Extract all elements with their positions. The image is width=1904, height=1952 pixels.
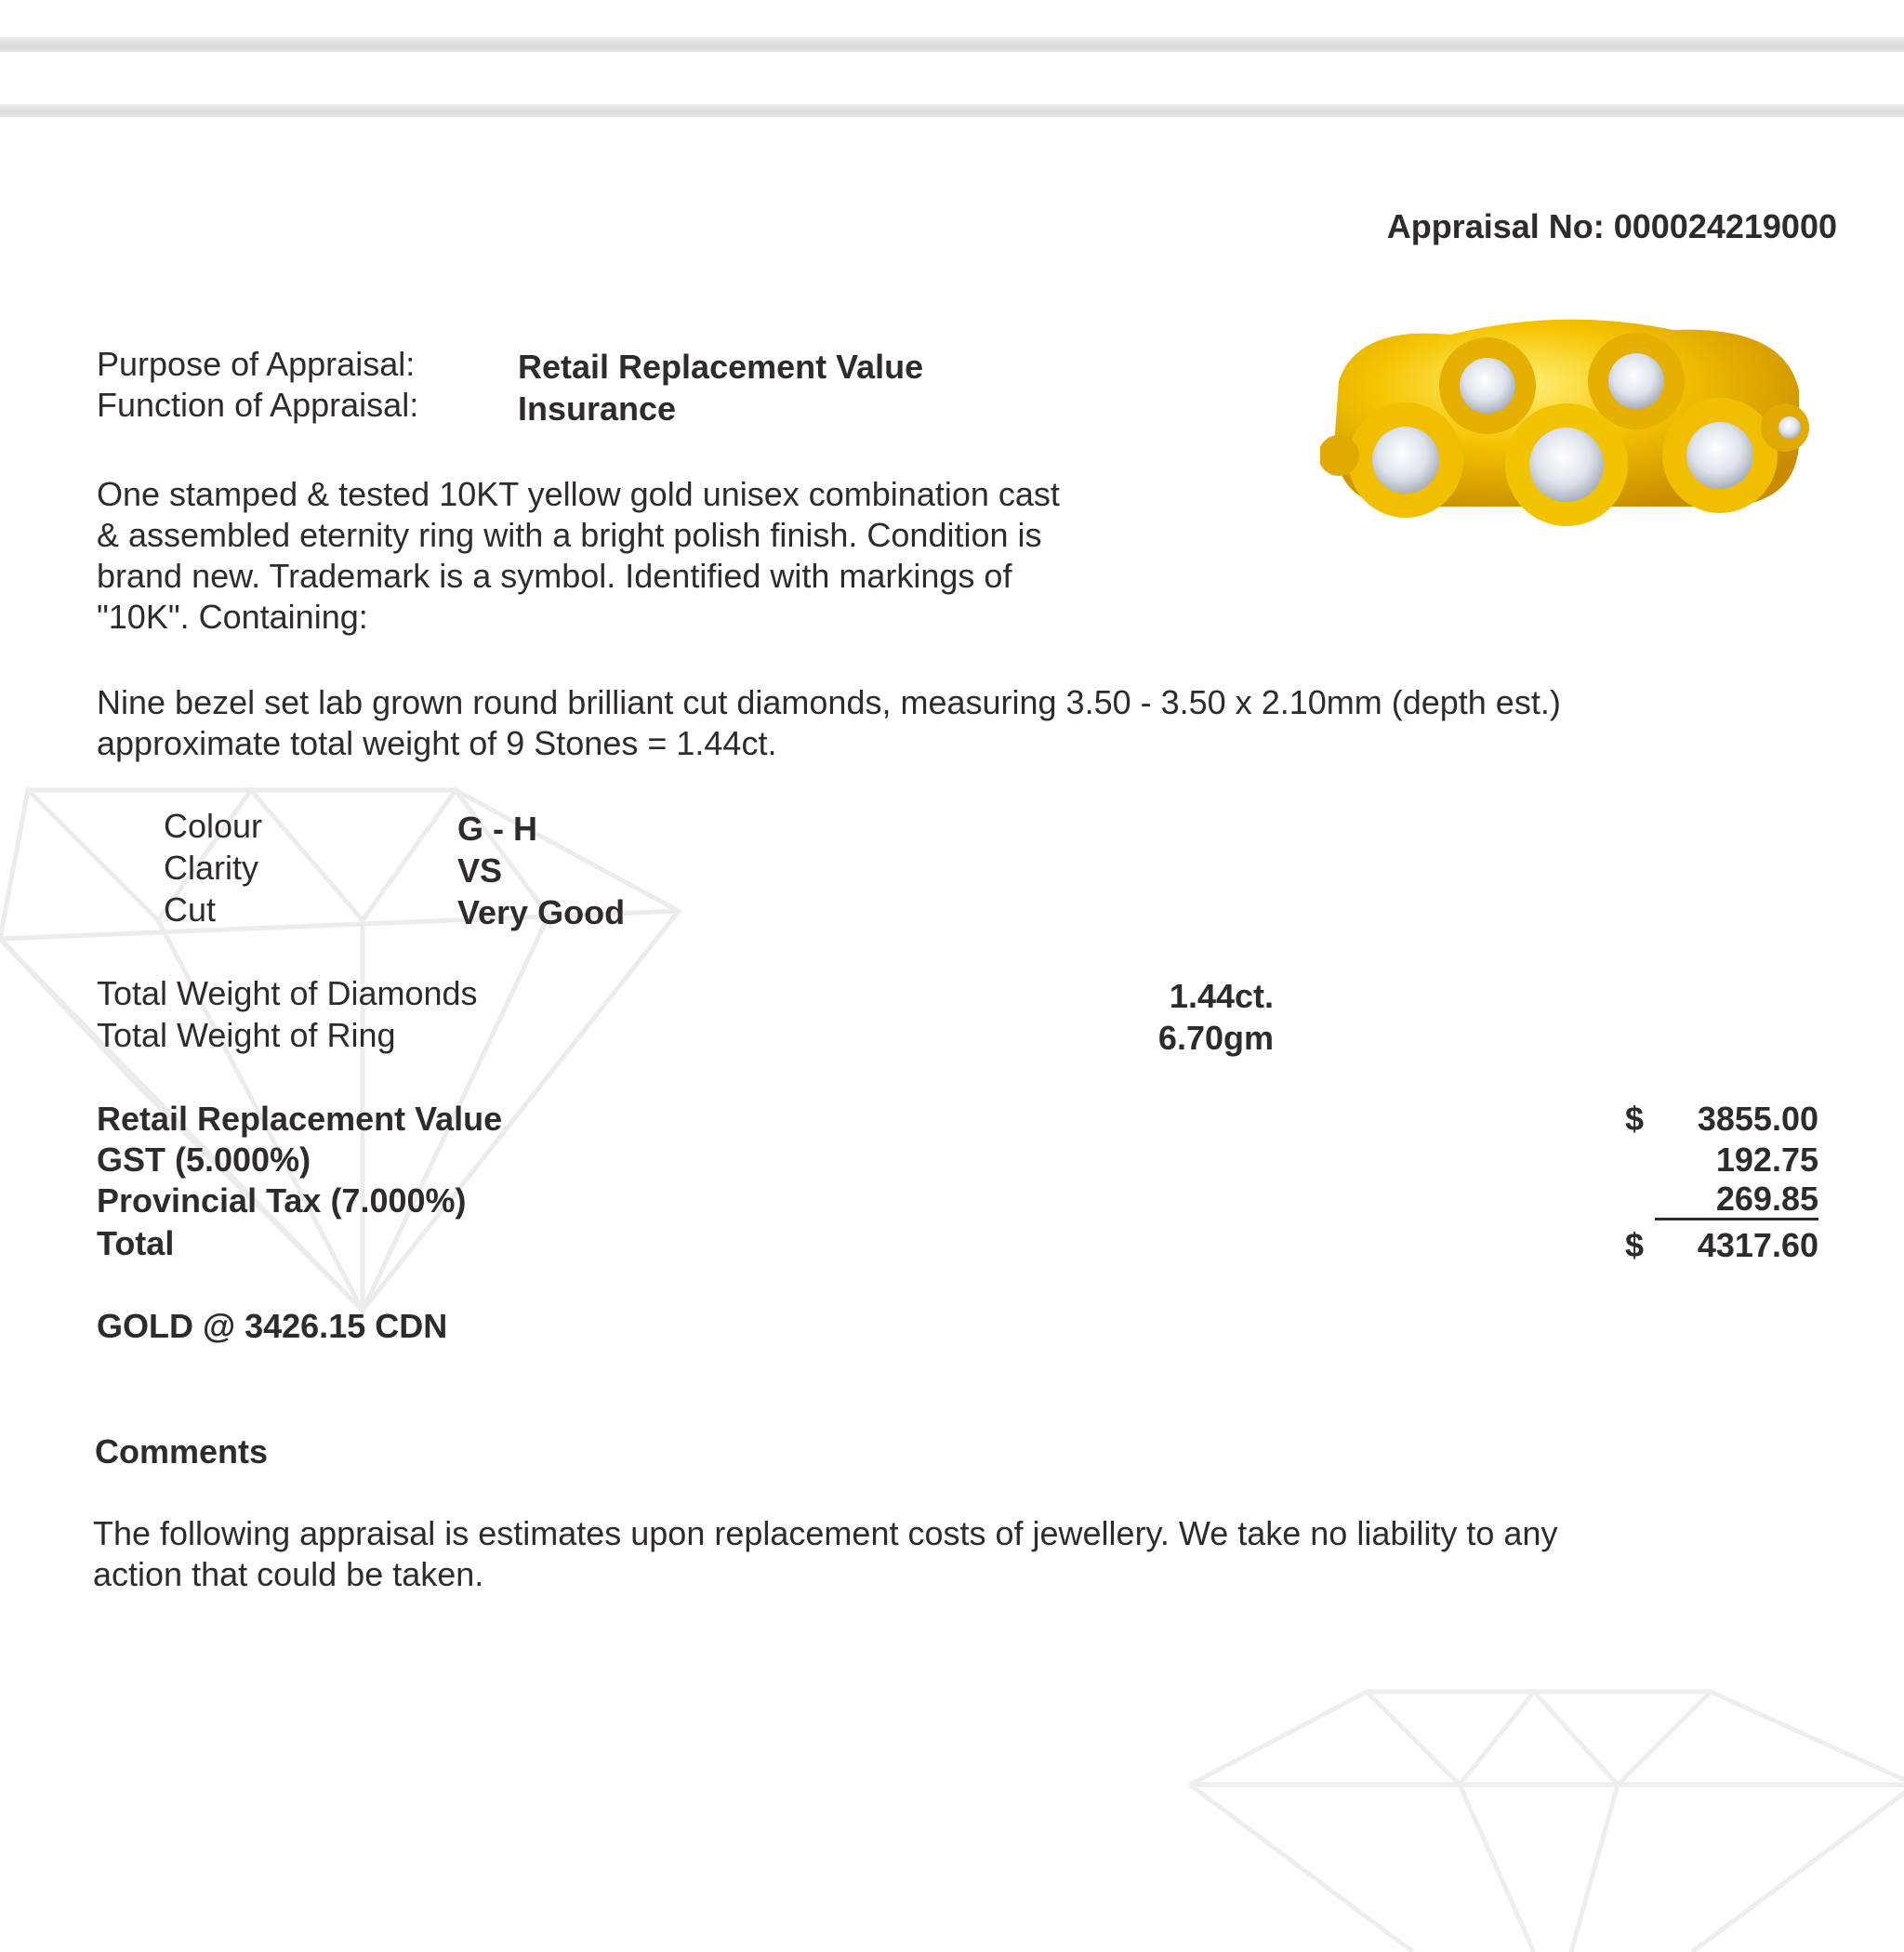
gold-price: GOLD @ 3426.15 CDN: [97, 1307, 448, 1345]
ring-photo-icon: [1320, 307, 1811, 539]
valuation-value-total: 4317.60: [1697, 1226, 1818, 1264]
grade-value-clarity: VS: [457, 851, 503, 890]
grade-label-colour: Colour: [164, 807, 263, 845]
valuation-label-total: Total: [97, 1224, 175, 1262]
valuation-value-retail: 3855.00: [1697, 1100, 1818, 1138]
description-line: brand new. Trademark is a symbol. Identified with markings of: [97, 557, 1012, 595]
stones-line: Nine bezel set lab grown round brilliant cut diamonds, measuring 3.50 - 3.50 x 2.10mm (depth est.): [97, 683, 1561, 721]
second-border-line: [0, 104, 1904, 117]
description-line: & assembled eternity ring with a bright polish finish. Condition is: [97, 516, 1042, 554]
valuation-label-gst: GST (5.000%): [97, 1141, 311, 1179]
appraisal-number: Appraisal No: 000024219000: [1386, 207, 1837, 245]
stones-line: approximate total weight of 9 Stones = 1.44ct.: [97, 724, 777, 762]
valuation-label-retail: Retail Replacement Value: [97, 1100, 503, 1138]
description-line: One stamped & tested 10KT yellow gold unisex combination cast: [97, 475, 1060, 513]
comments-heading: Comments: [95, 1432, 269, 1471]
purpose-value: Retail Replacement Value: [518, 348, 924, 386]
grade-label-clarity: Clarity: [164, 849, 259, 887]
currency-symbol: $: [1625, 1100, 1645, 1138]
comments-paragraph: [93, 1513, 1557, 1595]
comments-line: The following appraisal is estimates upon replacement costs of jewellery. We take no liability to any: [93, 1514, 1558, 1552]
valuation-value-provincial: 269.85: [1655, 1180, 1818, 1220]
description-paragraph: [97, 474, 1060, 638]
currency-symbol-total: $: [1625, 1226, 1645, 1264]
comments-line: action that could be taken.: [93, 1555, 484, 1593]
grade-value-colour: G - H: [457, 810, 537, 848]
purpose-label: Purpose of Appraisal:: [97, 345, 416, 383]
stones-paragraph: [97, 682, 1561, 764]
description-line: "10K". Containing:: [97, 598, 368, 636]
function-value: Insurance: [518, 389, 677, 428]
grade-value-cut: Very Good: [457, 893, 626, 931]
weight-value-diamonds: 1.44ct.: [1169, 977, 1274, 1015]
diamond-watermark-icon-bottom: [1134, 1673, 1904, 1952]
top-border-line: [0, 37, 1904, 52]
weight-label-ring: Total Weight of Ring: [97, 1016, 396, 1054]
weight-value-ring: 6.70gm: [1157, 1019, 1274, 1057]
weight-label-diamonds: Total Weight of Diamonds: [97, 974, 478, 1012]
valuation-value-gst: 192.75: [1715, 1141, 1818, 1179]
grade-label-cut: Cut: [164, 890, 217, 929]
function-label: Function of Appraisal:: [97, 386, 419, 424]
valuation-label-provincial: Provincial Tax (7.000%): [97, 1181, 467, 1220]
